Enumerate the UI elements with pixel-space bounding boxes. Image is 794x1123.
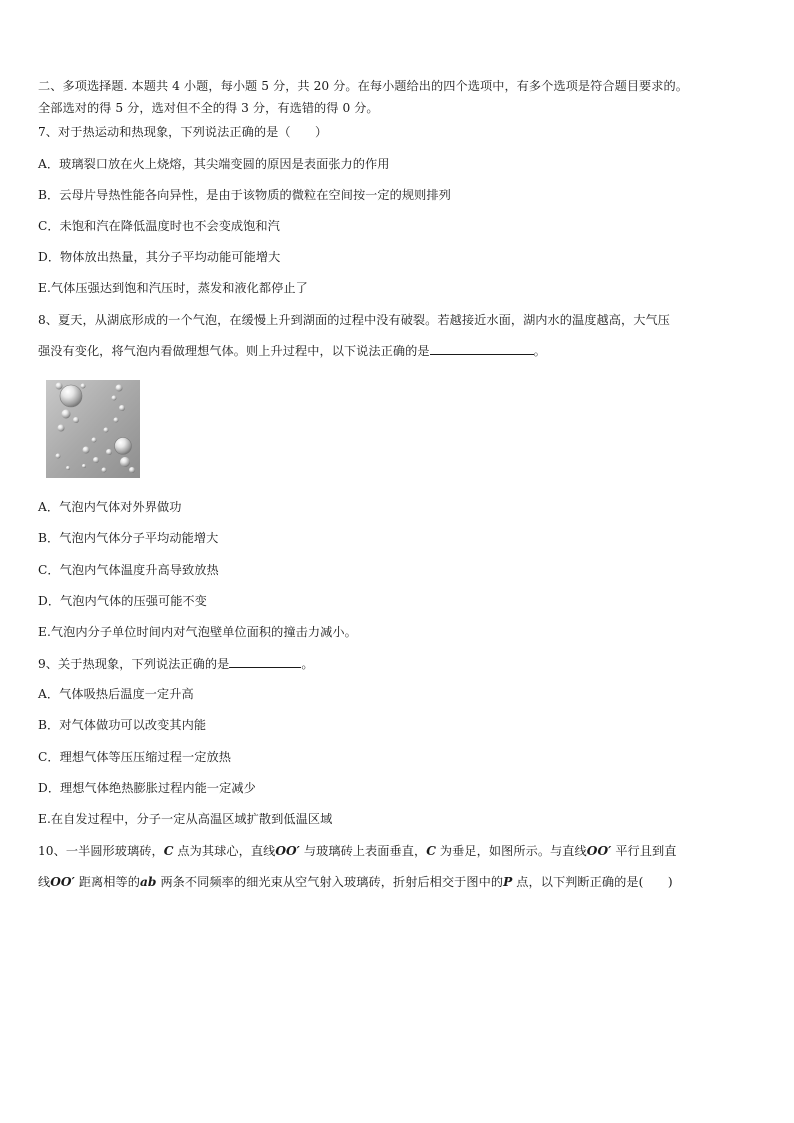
q8-option-c: C．气泡内气体温度升高导致放热: [38, 563, 219, 577]
q10-stem-line1: [38, 843, 764, 859]
q10-text: 平行且到直: [611, 844, 677, 858]
bubbles-image: [46, 380, 140, 478]
q9-option-e: E.在自发过程中，分子一定从高温区域扩散到低温区域: [38, 812, 333, 826]
q10-symbol-c: C: [163, 844, 174, 858]
section-header-line1: 二、多项选择题. 本题共 4 小题，每小题 5 分，共 20 分。在每小题给出的四个选项中，有多个选项是符合题目要求的。: [38, 79, 689, 93]
q9-option-c: C．理想气体等压压缩过程一定放热: [38, 750, 231, 764]
q9-stem: [38, 655, 764, 672]
q10-text: 点，以下判断正确的是( ): [512, 875, 673, 889]
q10-stem-line2: [38, 874, 764, 890]
q7-stem: 7、对于热运动和热现象，下列说法正确的是（ ）: [38, 125, 328, 139]
q9-option-d: D．理想气体绝热膨胀过程内能一定减少: [38, 781, 256, 795]
q8-answer-blank: [430, 342, 534, 355]
q10-text: 两条不同频率的细光束从空气射入玻璃砖，折射后相交于图中的: [156, 875, 504, 889]
q8-stem-text: 强没有变化，将气泡内看做理想气体。则上升过程中，以下说法正确的是: [38, 344, 430, 358]
q7-option-d: D．物体放出热量，其分子平均动能可能增大: [38, 250, 281, 264]
q8-option-a: A．气泡内气体对外界做功: [38, 500, 182, 514]
q7-option-a: A．玻璃裂口放在火上烧熔，其尖端变圆的原因是表面张力的作用: [38, 157, 390, 171]
q10-symbol-oo: OO′: [586, 844, 612, 858]
q9-stem-text: 9、关于热现象，下列说法正确的是: [38, 657, 230, 671]
q9-option-a: A．气体吸热后温度一定升高: [38, 687, 194, 701]
q10-symbol-p: P: [503, 875, 513, 889]
q10-symbol-c: C: [426, 844, 436, 858]
q9-answer-blank: [229, 655, 301, 668]
q8-option-b: B．气泡内气体分子平均动能增大: [38, 531, 219, 545]
q8-stem-line1: 8、夏天，从湖底形成的一个气泡，在缓慢上升到湖面的过程中没有破裂。若越接近水面，湖内水的温度越高，大气压: [38, 313, 670, 327]
q8-option-e: E.气泡内分子单位时间内对气泡壁单位面积的撞击力减小。: [38, 625, 357, 639]
q8-stem-line2: [38, 342, 764, 359]
q10-symbol-oo: OO′: [50, 875, 75, 889]
q9-option-b: B．对气体做功可以改变其内能: [38, 718, 207, 732]
q10-text: 10、一半圆形玻璃砖，: [38, 844, 164, 858]
q7-option-c: C．未饱和汽在降低温度时也不会变成饱和汽: [38, 219, 280, 233]
section-header-line2: 全部选对的得 5 分，选对但不全的得 3 分，有选错的得 0 分。: [38, 101, 379, 115]
q10-text: 为垂足，如图所示。与直线: [436, 844, 587, 858]
bubbles-icon: [46, 380, 140, 478]
q9-stem-end: 。: [301, 657, 314, 671]
q10-text: 点为其球心，直线: [173, 844, 276, 858]
q10-symbol-ab: ab: [139, 875, 157, 889]
q10-text: 距离相等的: [74, 875, 140, 889]
q8-option-d: D．气泡内气体的压强可能不变: [38, 594, 207, 608]
q10-symbol-oo: OO′: [275, 844, 300, 858]
q10-text: 线: [38, 875, 51, 889]
q7-option-b: B．云母片导热性能各向异性，是由于该物质的微粒在空间按一定的规则排列: [38, 188, 451, 202]
q8-stem-end: 。: [533, 344, 546, 358]
q10-text: 与玻璃砖上表面垂直，: [299, 844, 427, 858]
q7-option-e: E.气体压强达到饱和汽压时，蒸发和液化都停止了: [38, 281, 308, 295]
